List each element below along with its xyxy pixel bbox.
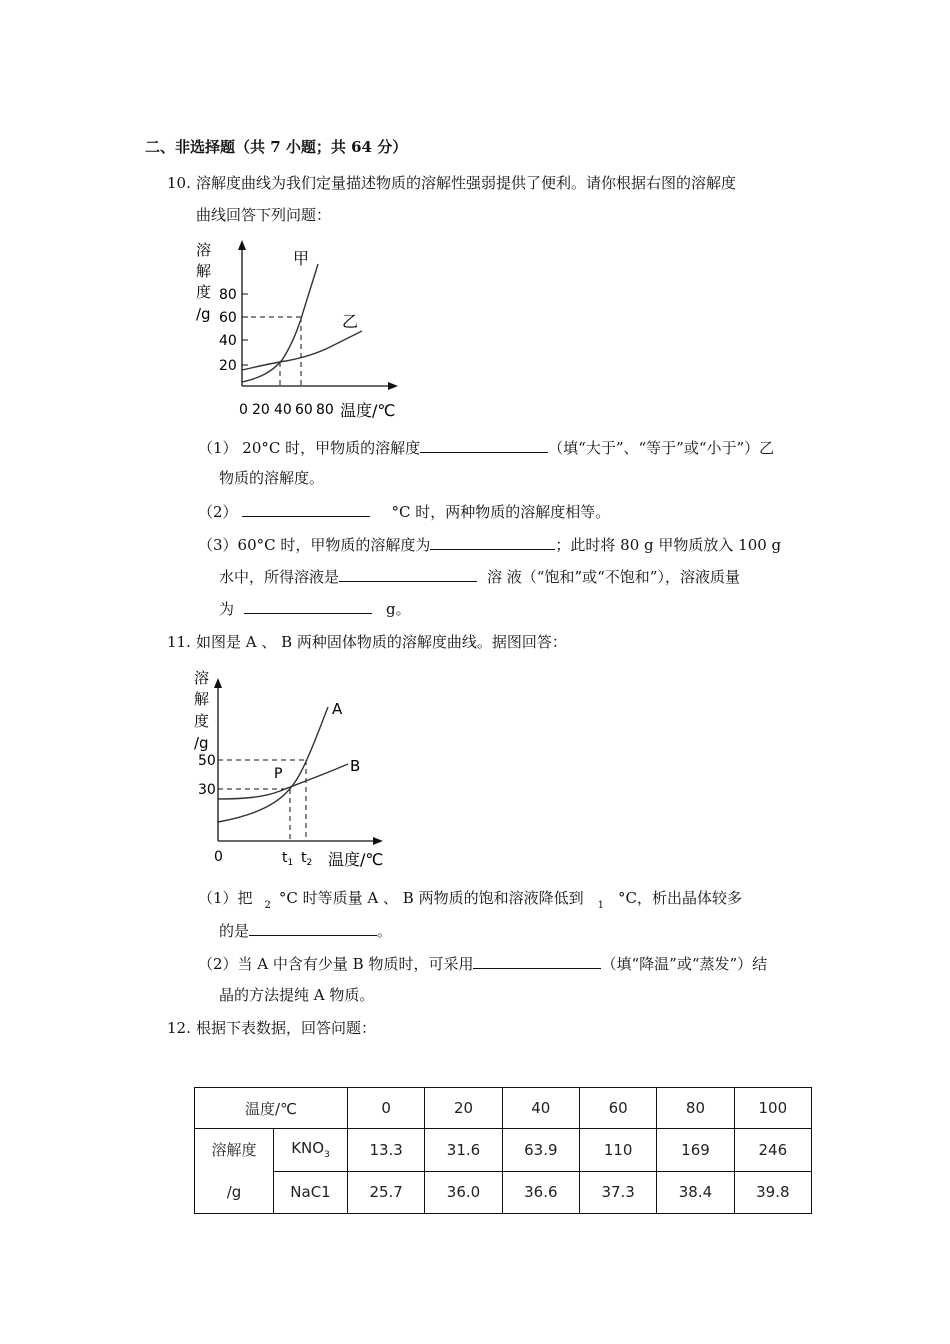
y-label-1: 溶 [194, 669, 210, 687]
q11-part2-line1 [198, 953, 767, 974]
x-axis-arrow [373, 837, 383, 845]
q11-part1-sub-1: 1 [597, 900, 604, 911]
table-cell: 13.3 [348, 1129, 425, 1172]
q10-part2-text-a: （2） [198, 503, 238, 521]
q11-part2-text-a: （2）当 A 中含有少量 B 物质时，可采用 [198, 955, 474, 973]
q11-part2-answer-blank[interactable] [473, 953, 601, 969]
q10-part3-answer-blank-2[interactable] [339, 566, 477, 582]
series-label-a: A [332, 700, 343, 718]
q10-part3-text-d: 溶 液（“饱和”或“不饱和”），溶液质量 [487, 568, 740, 586]
table-header-temperature: 温度/℃ [195, 1088, 348, 1129]
q10-part3-text-e: 为 [219, 600, 235, 618]
q10-part2-text-b: °C 时，两种物质的溶解度相等。 [391, 503, 611, 521]
table-temp-cell: 60 [579, 1088, 656, 1129]
y-label-4: /g [194, 734, 209, 752]
table-cell: 39.8 [734, 1171, 811, 1214]
y-tick-80: 80 [219, 287, 237, 303]
curve-b [218, 764, 348, 799]
y-tick-50: 50 [198, 753, 216, 769]
table-temp-cell: 100 [734, 1088, 811, 1129]
q11-part2-line2: 晶的方法提纯 A 物质。 [219, 986, 375, 1004]
q12-number: 12. [167, 1019, 191, 1037]
series-label-yi: 乙 [342, 312, 359, 331]
x-tick-20: 20 [252, 402, 270, 418]
q11-part1-text-d: 的是 [219, 922, 250, 940]
y-tick-40: 40 [219, 333, 237, 349]
q11-part1-answer-blank[interactable] [249, 920, 377, 936]
y-label-1: 溶 [196, 241, 212, 259]
t1-label: $t_1$ [282, 850, 294, 868]
q11-part2-text-b: （填“降温”或“蒸发”）结 [601, 955, 768, 973]
q11-part1-line2 [219, 920, 392, 941]
table-cell: 169 [657, 1129, 734, 1172]
table-row-nacl [195, 1171, 812, 1214]
q10-stem-line1: 溶解度曲线为我们定量描述物质的溶解性强弱提供了便利。请你根据右图的溶解度 [196, 174, 737, 192]
table-row-group-label [195, 1129, 274, 1214]
q11-part1-line1 [198, 888, 742, 916]
table-kno3-label: $KNO_3$ [274, 1129, 348, 1172]
q10-part3-line2 [219, 566, 740, 587]
y-label-2: 解 [194, 690, 210, 708]
q10-part3-line1 [198, 534, 781, 555]
t2-label: $t_2$ [301, 850, 313, 868]
q10-part3-text-f: g。 [386, 600, 411, 618]
y-axis-arrow [214, 678, 222, 688]
section-title: 二、非选择题（共 7 小题；共 64 分） [145, 138, 408, 156]
q11-part1-text-b: °C 时等质量 A 、 B 两物质的饱和溶液降低到 [278, 889, 584, 907]
y-axis-arrow [238, 240, 246, 250]
table-row-group-unit: /g [226, 1183, 242, 1201]
q10-part3-answer-blank-1[interactable] [430, 534, 555, 550]
y-tick-30: 30 [198, 782, 216, 798]
q10-part2 [198, 501, 610, 522]
table-row-header [195, 1088, 812, 1129]
q11-part1-text-c: °C，析出晶体较多 [617, 889, 742, 907]
y-label-3: 度 [196, 283, 212, 301]
x-tick-0: 0 [239, 402, 248, 418]
table-row-group-title: 溶解度 [211, 1141, 257, 1159]
table-cell: 36.6 [502, 1171, 579, 1214]
table-temp-cell: 80 [657, 1088, 734, 1129]
q10-part2-answer-blank[interactable] [242, 501, 370, 517]
y-tick-20: 20 [219, 358, 237, 374]
table-cell: 31.6 [425, 1129, 502, 1172]
solubility-table [194, 1087, 812, 1214]
table-temp-cell: 20 [425, 1088, 502, 1129]
x-label: 温度/℃ [340, 401, 396, 420]
point-p-label: P [274, 766, 283, 782]
q11-number: 11. [167, 633, 191, 651]
q10-stem-line2: 曲线回答下列问题： [196, 206, 332, 224]
curve-a [218, 707, 328, 822]
q10-part3-text-a: （3）60°C 时，甲物质的溶解度为 [198, 536, 431, 554]
q10-part1-text-a: （1） 20°C 时，甲物质的溶解度 [198, 439, 421, 457]
table-cell: 36.0 [425, 1171, 502, 1214]
table-cell: 63.9 [502, 1129, 579, 1172]
q10-part3-text-b: ；此时将 80 g 甲物质放入 100 g [555, 536, 782, 554]
series-label-jia: 甲 [293, 249, 310, 268]
origin-label: 0 [214, 849, 223, 865]
x-axis-arrow [388, 382, 398, 390]
q10-number: 10. [167, 174, 191, 192]
q10-part3-answer-blank-3[interactable] [244, 598, 372, 614]
y-label-2: 解 [196, 262, 212, 280]
y-label-3: 度 [194, 712, 210, 730]
y-label-4: /g [196, 305, 211, 323]
series-label-b: B [350, 757, 361, 775]
q12-stem: 根据下表数据，回答问题： [196, 1019, 377, 1037]
q10-part3-line3 [219, 598, 411, 619]
x-tick-40: 40 [274, 402, 292, 418]
table-nacl-label: NaC1 [274, 1171, 348, 1214]
table-cell: 25.7 [348, 1171, 425, 1214]
table-temp-cell: 0 [348, 1088, 425, 1129]
q11-part1-sub-2: 2 [264, 900, 271, 911]
x-tick-60: 60 [295, 402, 313, 418]
q11-stem: 如图是 A 、 B 两种固体物质的溶解度曲线。据图回答： [196, 633, 567, 651]
x-tick-80: 80 [316, 402, 334, 418]
q10-part3-text-c: 水中，所得溶液是 [219, 568, 340, 586]
table-row-kno3 [195, 1129, 812, 1172]
q10-part1-text-b: （填“大于”、“等于”或“小于”）乙 [548, 439, 775, 457]
table-cell: 38.4 [657, 1171, 734, 1214]
q10-part1-line1 [198, 437, 774, 458]
solubility-chart-11 [190, 665, 395, 870]
y-tick-60: 60 [219, 310, 237, 326]
curve-yi [242, 331, 362, 370]
q11-part1-text-a: （1）把 [198, 889, 253, 907]
table-temp-cell: 40 [502, 1088, 579, 1129]
table-cell: 110 [579, 1129, 656, 1172]
x-label: 温度/℃ [328, 850, 384, 869]
solubility-chart-10 [190, 236, 410, 424]
table-cell: 37.3 [579, 1171, 656, 1214]
q10-part1-line2: 物质的溶解度。 [219, 469, 325, 487]
q11-part1-text-e: 。 [377, 922, 393, 940]
table-cell: 246 [734, 1129, 811, 1172]
q10-part1-answer-blank[interactable] [420, 437, 548, 453]
